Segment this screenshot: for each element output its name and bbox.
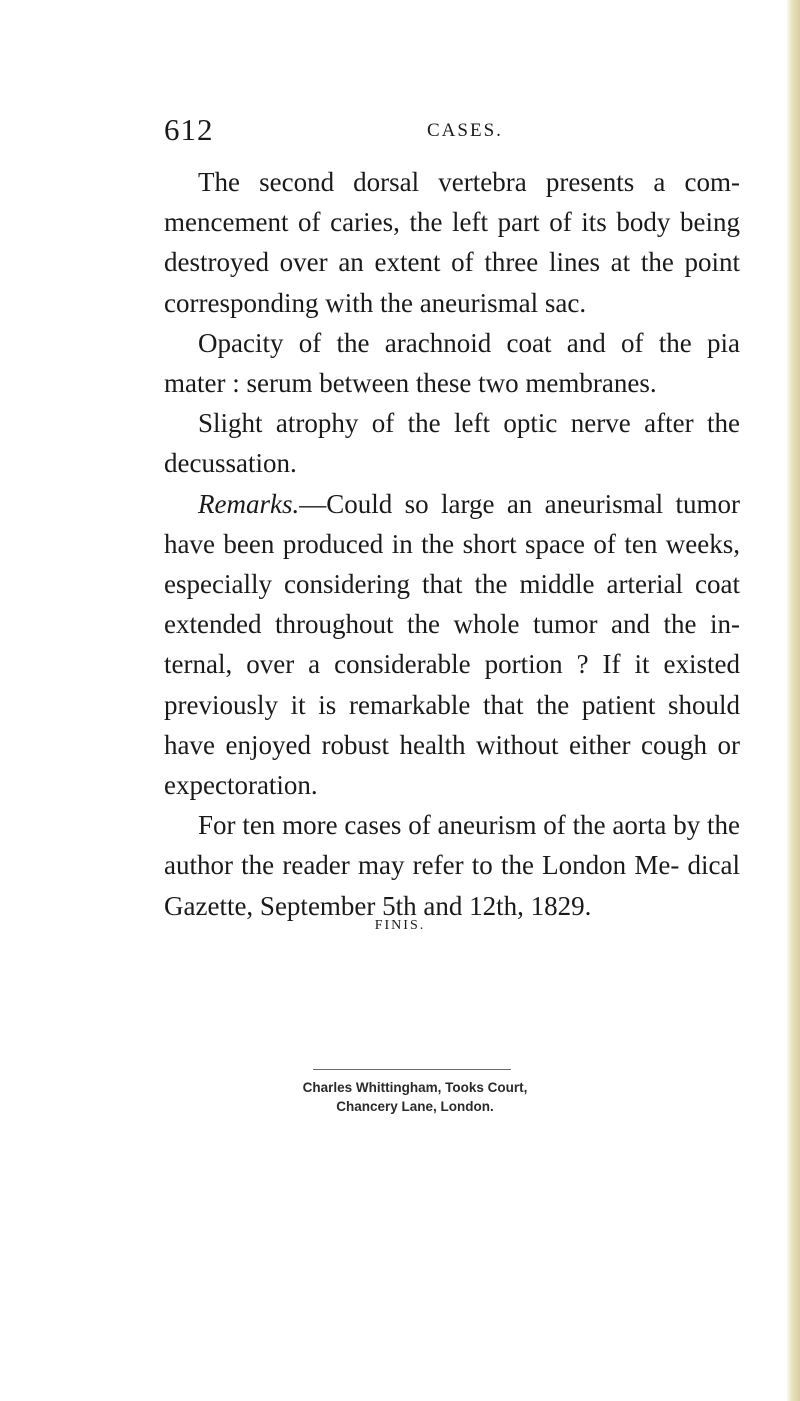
printer-rule — [313, 1069, 511, 1070]
page-number: 612 — [164, 112, 214, 147]
paragraph-atrophy: Slight atrophy of the left optic nerve after the decussation. — [164, 408, 740, 479]
paragraph-references: For ten more cases of aneurism of the aorta by the author the reader may refer to the London Me- dical Gazette, September 5th and 12th, 1829. — [164, 810, 740, 921]
remarks-label: Remarks. — [198, 488, 300, 519]
remarks-text: —Could so large an aneurismal tumor have been produced in the short space of ten weeks, especially considering that the middle arterial coat extended throughout the whole tumor and the in- ternal, over a considerable portion ? If it existed previously it is remarkable that the patient should have enjoyed robust health without either cough or expectoration. — [164, 488, 740, 801]
running-head: CASES. — [427, 120, 503, 141]
body-text — [164, 162, 740, 926]
page-header — [164, 112, 724, 152]
page-edge — [786, 0, 800, 1401]
finis: FINIS. — [374, 918, 426, 933]
paragraph-opacity: Opacity of the arachnoid coat and of the pia mater : serum between these two membranes. — [164, 327, 740, 399]
printer-line-1: Charles Whittingham, Tooks Court, — [302, 1080, 528, 1095]
printer-line-2: Chancery Lane, London. — [336, 1099, 494, 1114]
paragraph-vertebra: The second dorsal vertebra presents a com- mencement of caries, the left part of its body being destroyed over an extent of three lines at the point corresponding with the aneurismal sac. — [164, 167, 740, 318]
printer-imprint — [290, 1078, 540, 1116]
paragraph-remarks — [164, 484, 740, 806]
